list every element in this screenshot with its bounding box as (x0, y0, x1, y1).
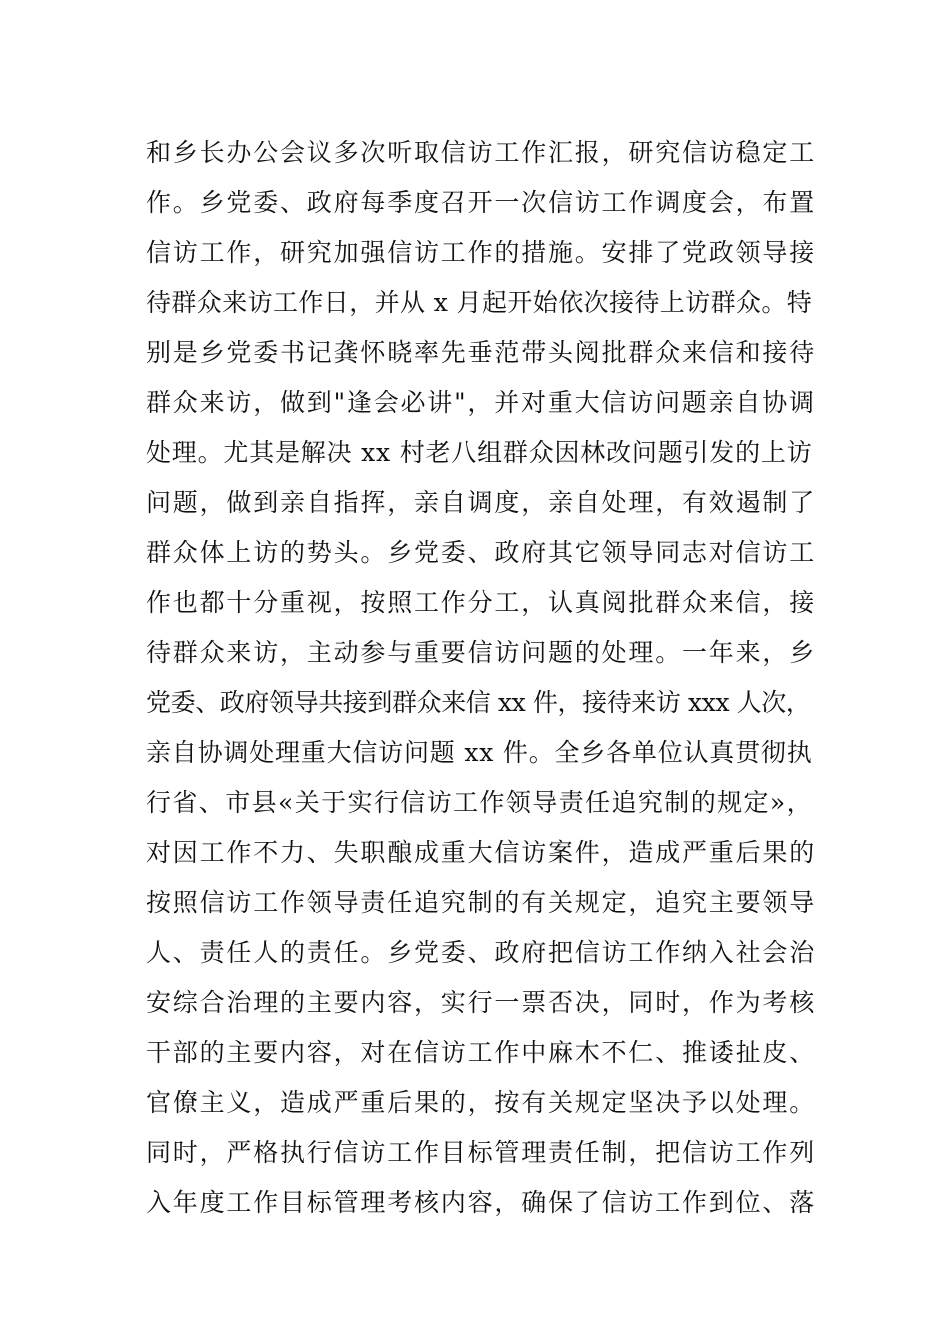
text-line: 同时，严格执行信访工作目标管理责任制，把信访工作列 (146, 1138, 817, 1167)
text-line: 入年度工作目标管理考核内容，确保了信访工作到位、落 (146, 1188, 817, 1217)
text-line: 群众体上访的势头。乡党委、政府其它领导同志对信访工 (146, 538, 817, 567)
text-line: 亲自协调处理重大信访问题 xx 件。全乡各单位认真贯彻执 (146, 738, 813, 767)
text-line: 别是乡党委书记龚怀晓率先垂范带头阅批群众来信和接待 (146, 338, 817, 367)
text-line: 安综合治理的主要内容，实行一票否决，同时，作为考核 (146, 988, 817, 1017)
text-line: 处理。尤其是解决 xx 村老八组群众因林改问题引发的上访 (146, 438, 813, 467)
text-line: 信访工作，研究加强信访工作的措施。安排了党政领导接 (146, 238, 817, 267)
text-line: 行省、市县«关于实行信访工作领导责任追究制的规定»， (146, 788, 813, 817)
text-line: 党委、政府领导共接到群众来信 xx 件，接待来访 xxx 人次， (146, 688, 811, 717)
text-line: 按照信访工作领导责任追究制的有关规定，追究主要领导 (146, 888, 817, 917)
text-line: 群众来访，做到"逢会必讲"，并对重大信访问题亲自协调 (146, 388, 816, 417)
text-line: 问题，做到亲自指挥，亲自调度，亲自处理，有效遏制了 (146, 488, 817, 517)
text-line: 和乡长办公会议多次听取信访工作汇报，研究信访稳定工 (146, 138, 817, 167)
text-line: 作也都十分重视，按照工作分工，认真阅批群众来信，接 (146, 588, 817, 617)
text-line: 作。乡党委、政府每季度召开一次信访工作调度会，布置 (146, 188, 817, 217)
text-line: 待群众来访工作日，并从 x 月起开始依次接待上访群众。特 (146, 288, 813, 317)
text-line: 人、责任人的责任。乡党委、政府把信访工作纳入社会治 (146, 938, 817, 967)
text-line: 官僚主义，造成严重后果的，按有关规定坚决予以处理。 (146, 1088, 817, 1117)
text-line: 干部的主要内容，对在信访工作中麻木不仁、推诿扯皮、 (146, 1038, 817, 1067)
text-line: 待群众来访，主动参与重要信访问题的处理。一年来，乡 (146, 638, 817, 667)
text-line: 对因工作不力、失职酿成重大信访案件，造成严重后果的 (146, 838, 817, 867)
body-paragraph (146, 128, 816, 1228)
